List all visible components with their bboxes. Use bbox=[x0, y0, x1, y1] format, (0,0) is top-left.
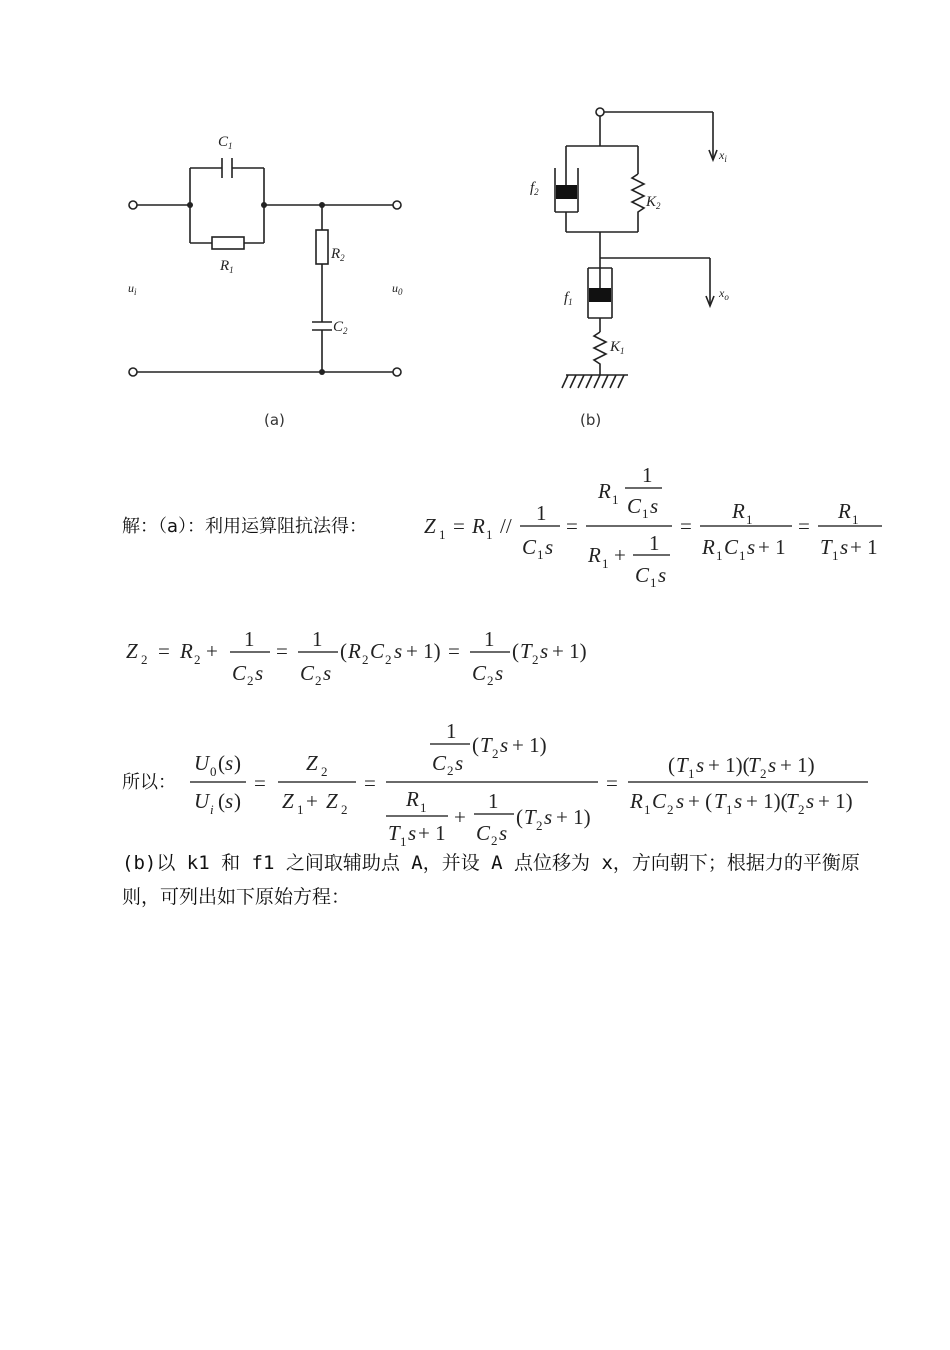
svg-text:2: 2 bbox=[321, 764, 328, 779]
svg-text:1: 1 bbox=[642, 463, 653, 487]
svg-text:+ 1): + 1) bbox=[780, 753, 815, 777]
svg-text:+: + bbox=[454, 805, 466, 829]
svg-text:s: s bbox=[495, 661, 504, 685]
svg-text:): ) bbox=[234, 751, 241, 775]
svg-text:2: 2 bbox=[362, 652, 369, 667]
svg-text:2: 2 bbox=[247, 673, 254, 688]
svg-text:R: R bbox=[702, 535, 715, 559]
damper-f2-piston bbox=[556, 185, 577, 199]
svg-text:R: R bbox=[598, 479, 611, 503]
label-r1: $R_1$ bbox=[220, 258, 234, 275]
therefore-label: 所以： bbox=[122, 772, 176, 793]
svg-text:s: s bbox=[323, 661, 332, 685]
svg-text:=: = bbox=[158, 639, 170, 663]
svg-text:R: R bbox=[348, 639, 361, 663]
svg-text:1: 1 bbox=[716, 548, 723, 563]
label-k2: $K_2$ bbox=[646, 194, 661, 211]
svg-text:2: 2 bbox=[385, 652, 392, 667]
svg-text:1: 1 bbox=[439, 527, 446, 542]
svg-text:s: s bbox=[658, 563, 667, 587]
svg-text:=: = bbox=[448, 639, 460, 663]
label-xo: $x_o$ bbox=[719, 286, 729, 302]
svg-text:=: = bbox=[453, 514, 465, 538]
svg-text://: // bbox=[500, 514, 512, 538]
svg-text:2: 2 bbox=[798, 802, 805, 817]
svg-text:+ 1: + 1 bbox=[850, 535, 878, 559]
svg-text:+ 1): + 1) bbox=[556, 805, 591, 829]
svg-text:R: R bbox=[732, 499, 745, 523]
svg-text:C: C bbox=[652, 789, 667, 813]
svg-text:+: + bbox=[206, 639, 218, 663]
label-f2: $f_2$ bbox=[530, 180, 539, 197]
svg-text:R: R bbox=[838, 499, 851, 523]
svg-text:+ (: + ( bbox=[688, 789, 713, 813]
svg-text:C: C bbox=[432, 751, 447, 775]
svg-text:=: = bbox=[680, 514, 692, 538]
svg-text:1: 1 bbox=[612, 492, 619, 507]
svg-text:2: 2 bbox=[536, 818, 543, 833]
svg-text:C: C bbox=[476, 821, 491, 845]
svg-text:): ) bbox=[234, 789, 241, 813]
svg-text:1: 1 bbox=[244, 627, 255, 651]
svg-text:s: s bbox=[696, 753, 705, 777]
solution-intro: 解：（a）：利用运算阻抗法得： bbox=[122, 516, 368, 537]
svg-text:C: C bbox=[472, 661, 487, 685]
svg-text:s: s bbox=[540, 639, 549, 663]
svg-text:+: + bbox=[614, 543, 626, 567]
svg-text:+ 1)(: + 1)( bbox=[708, 753, 750, 777]
label-c2: $C_2$ bbox=[333, 319, 348, 336]
svg-text:s: s bbox=[840, 535, 849, 559]
svg-text:=: = bbox=[798, 514, 810, 538]
label-f1: $f_1$ bbox=[564, 290, 573, 307]
svg-text:2: 2 bbox=[341, 802, 348, 817]
svg-text:=: = bbox=[254, 771, 266, 795]
svg-text:C: C bbox=[724, 535, 739, 559]
svg-text:C: C bbox=[370, 639, 385, 663]
svg-text:(: ( bbox=[218, 751, 225, 775]
svg-text:1: 1 bbox=[312, 627, 323, 651]
svg-text:s: s bbox=[734, 789, 743, 813]
svg-text:i: i bbox=[210, 802, 214, 817]
label-ui: $u_i$ bbox=[128, 281, 137, 297]
svg-text:(: ( bbox=[340, 639, 347, 663]
svg-text:1: 1 bbox=[642, 506, 649, 521]
svg-text:s: s bbox=[225, 751, 234, 775]
svg-text:R: R bbox=[472, 514, 485, 538]
svg-text:T: T bbox=[480, 733, 492, 757]
svg-text:0: 0 bbox=[210, 764, 217, 779]
svg-text:=: = bbox=[606, 771, 618, 795]
svg-text:T: T bbox=[388, 821, 400, 845]
svg-text:(: ( bbox=[668, 753, 675, 777]
svg-text:(: ( bbox=[218, 789, 225, 813]
svg-text:(: ( bbox=[512, 639, 519, 663]
svg-text:2: 2 bbox=[194, 652, 201, 667]
svg-text:T: T bbox=[820, 535, 832, 559]
svg-text:C: C bbox=[522, 535, 537, 559]
svg-text:+: + bbox=[306, 789, 318, 813]
svg-text:=: = bbox=[364, 771, 376, 795]
svg-text:R: R bbox=[630, 789, 643, 813]
svg-text:1: 1 bbox=[536, 501, 547, 525]
svg-text:2: 2 bbox=[141, 652, 148, 667]
svg-text:Z: Z bbox=[126, 639, 138, 663]
svg-text:1: 1 bbox=[739, 548, 746, 563]
caption-b: (b) bbox=[580, 411, 602, 429]
svg-text:T: T bbox=[714, 789, 726, 813]
svg-text:1: 1 bbox=[746, 512, 753, 527]
svg-text:R: R bbox=[588, 543, 601, 567]
svg-text:s: s bbox=[455, 751, 464, 775]
svg-text:2: 2 bbox=[315, 673, 322, 688]
svg-text:T: T bbox=[676, 753, 688, 777]
svg-text:+ 1: + 1 bbox=[418, 821, 446, 845]
svg-text:s: s bbox=[806, 789, 815, 813]
svg-text:1: 1 bbox=[852, 512, 859, 527]
svg-text:s: s bbox=[545, 535, 554, 559]
svg-text:1: 1 bbox=[602, 556, 609, 571]
svg-text:U: U bbox=[194, 751, 210, 775]
svg-text:Z: Z bbox=[424, 514, 436, 538]
svg-text:T: T bbox=[524, 805, 536, 829]
svg-text:1: 1 bbox=[420, 800, 427, 815]
svg-text:1: 1 bbox=[486, 527, 493, 542]
svg-text:1: 1 bbox=[297, 802, 304, 817]
svg-text:1: 1 bbox=[488, 789, 499, 813]
svg-text:s: s bbox=[768, 753, 777, 777]
svg-text:2: 2 bbox=[492, 746, 499, 761]
svg-text:+ 1: + 1 bbox=[758, 535, 786, 559]
caption-a: (a) bbox=[264, 411, 285, 429]
svg-text:C: C bbox=[627, 494, 642, 518]
svg-text:(: ( bbox=[516, 805, 523, 829]
svg-text:2: 2 bbox=[487, 673, 494, 688]
figure-a-circuit bbox=[0, 0, 950, 440]
svg-text:s: s bbox=[225, 789, 234, 813]
svg-text:(: ( bbox=[472, 733, 479, 757]
svg-text:+ 1): + 1) bbox=[818, 789, 853, 813]
svg-text:1: 1 bbox=[644, 802, 651, 817]
svg-text:1: 1 bbox=[400, 834, 407, 848]
equation-z2 bbox=[122, 620, 642, 690]
svg-text:T: T bbox=[786, 789, 798, 813]
paragraph-b: (b)以 k1 和 f1 之间取辅助点 A，并设 A 点位移为 x，方向朝下；根据力的平衡原则，可列出如下原始方程： bbox=[122, 852, 860, 908]
svg-text:2: 2 bbox=[491, 833, 498, 848]
svg-text:1: 1 bbox=[446, 719, 457, 743]
svg-text:1: 1 bbox=[688, 766, 695, 781]
svg-text:1: 1 bbox=[649, 531, 660, 555]
svg-text:T: T bbox=[520, 639, 532, 663]
svg-text:2: 2 bbox=[447, 763, 454, 778]
svg-text:s: s bbox=[544, 805, 553, 829]
svg-text:C: C bbox=[300, 661, 315, 685]
svg-text:s: s bbox=[255, 661, 264, 685]
svg-text:s: s bbox=[500, 733, 509, 757]
svg-text:1: 1 bbox=[537, 547, 544, 562]
svg-text:Z: Z bbox=[326, 789, 338, 813]
svg-text:R: R bbox=[180, 639, 193, 663]
svg-text:+ 1): + 1) bbox=[552, 639, 587, 663]
svg-text:+ 1)(: + 1)( bbox=[746, 789, 788, 813]
svg-text:s: s bbox=[499, 821, 508, 845]
label-r2: $R_2$ bbox=[331, 246, 345, 263]
svg-text:1: 1 bbox=[726, 802, 733, 817]
svg-text:1: 1 bbox=[484, 627, 495, 651]
svg-text:s: s bbox=[650, 494, 659, 518]
svg-text:s: s bbox=[394, 639, 403, 663]
svg-text:+ 1): + 1) bbox=[406, 639, 441, 663]
label-uo: $u_0$ bbox=[392, 281, 403, 297]
svg-text:Z: Z bbox=[282, 789, 294, 813]
label-k1: $K_1$ bbox=[610, 339, 625, 356]
svg-text:1: 1 bbox=[650, 575, 657, 590]
svg-text:1: 1 bbox=[832, 548, 839, 563]
svg-text:2: 2 bbox=[532, 652, 539, 667]
equation-z1 bbox=[420, 460, 940, 600]
equation-transfer-function bbox=[186, 718, 886, 848]
svg-text:T: T bbox=[748, 753, 760, 777]
svg-text:s: s bbox=[747, 535, 756, 559]
svg-text:2: 2 bbox=[760, 766, 767, 781]
label-xi: $x_i$ bbox=[719, 148, 727, 164]
svg-text:Z: Z bbox=[306, 751, 318, 775]
svg-text:R: R bbox=[406, 787, 419, 811]
label-c1: $C_1$ bbox=[218, 134, 233, 151]
svg-text:s: s bbox=[676, 789, 685, 813]
svg-text:s: s bbox=[408, 821, 417, 845]
svg-text:C: C bbox=[232, 661, 247, 685]
svg-text:C: C bbox=[635, 563, 650, 587]
svg-text:2: 2 bbox=[667, 802, 674, 817]
svg-text:=: = bbox=[566, 514, 578, 538]
svg-text:+ 1): + 1) bbox=[512, 733, 547, 757]
svg-text:=: = bbox=[276, 639, 288, 663]
figure-b-mechanical bbox=[555, 108, 717, 388]
damper-f1-piston bbox=[589, 288, 611, 302]
svg-text:U: U bbox=[194, 789, 210, 813]
